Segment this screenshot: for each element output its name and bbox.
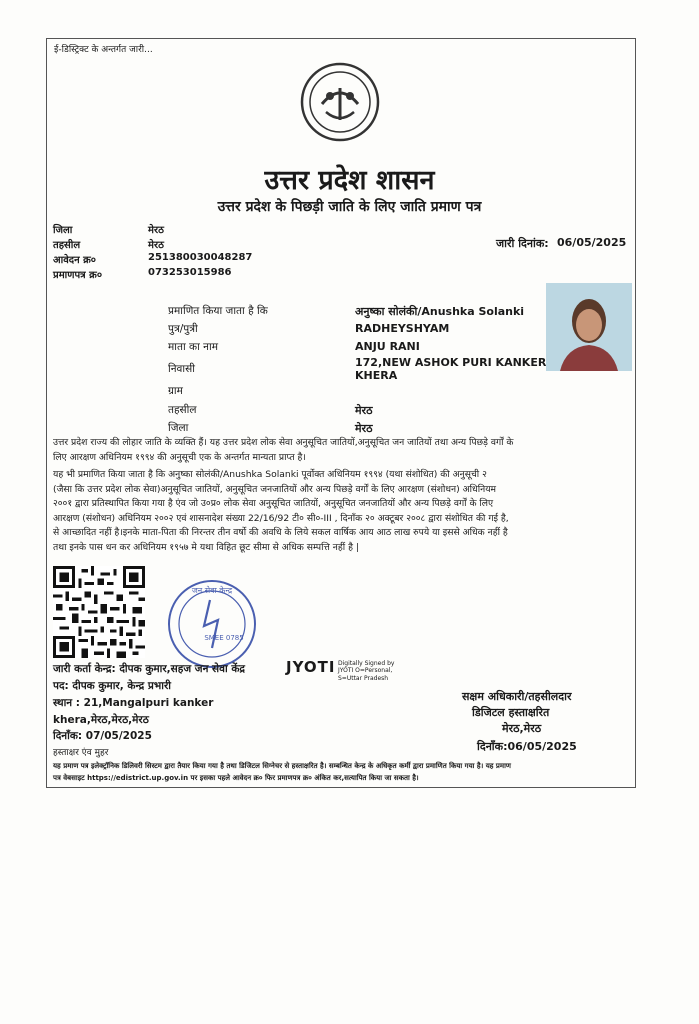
mother-name: ANJU RANI [355,340,420,353]
top-note: ई-डिस्ट्रिक्ट के अन्तर्गत जारी... [54,45,153,55]
jyoti-signature-logo: JYOTI [286,658,336,676]
certification-paragraph-line: तथा इनके पास धन कर अधिनियम १९५७ मे यथा विहित छूट सीमा से अधिक सम्पत्ति नहीं है | [53,541,359,553]
jan-seva-kendra-seal-icon [166,578,258,670]
certification-paragraph-line: २००१ द्वारा प्रतिस्थापित किया गया है एंव जो उ०प्र० लोक सेवा अनुसूचित जातियों, अनुसूचित जनजातियों और अन्य पिछड़े वर्गों के लिए [53,498,494,510]
district-label: जिला [53,225,73,236]
application-value: 251380030048287 [148,252,253,263]
tehsil-value: मेरठ [148,240,164,251]
certification-paragraph [53,468,625,556]
resident-address-line1: 172,NEW ASHOK PURI KANKER [355,356,547,369]
application-label: आवेदन क्र० [53,255,97,266]
authority-place: मेरठ,मेरठ [502,722,542,735]
up-state-emblem-icon [300,62,380,142]
digital-signature-line: Digitally Signed by [338,660,395,667]
authority-title: सक्षम अधिकारी/तहसीलदार [462,690,572,703]
issuer-post: पद: दीपक कुमार, केन्द्र प्रभारी [53,680,172,692]
seal-code: SMEE 0785 [204,634,244,642]
certification-paragraph-line: यह भी प्रमाणित किया जाता है कि अनुष्का सोलंकी/Anushka Solanki पूर्वोक्त अधिनियम १९९४ (यथा संशोधित) की अनुसूची २ [53,469,487,480]
digital-signature-note [338,660,394,682]
field-tehsil-label: तहसील [168,404,197,416]
tehsil-label: तहसील [53,240,81,251]
caste-paragraph-line: लिए आरक्षण अधिनियम १९९४ की अनुसूची एक के अन्तर्गत मान्यता प्राप्त है। [53,451,306,463]
certificate-number-label: प्रमाणपत्र क्र० [53,270,103,281]
issuer-place-line2: khera,मेरठ,मेरठ,मेरठ [53,714,149,726]
issue-date-label: जारी दिनांक: [496,237,549,250]
qr-code-icon[interactable] [53,566,145,658]
issue-date-value: 06/05/2025 [557,236,627,249]
applicant-photo [546,283,632,371]
issuer-place-line1: स्थान : 21,Mangalpuri kanker [53,697,214,709]
son-daughter-label: पुत्र/पुत्री [168,323,198,335]
digital-signature-line: S=Uttar Pradesh [338,674,389,682]
village-label: ग्राम [168,385,183,397]
authority-date: दिनाँक:06/05/2025 [477,740,577,753]
verification-footer [53,760,633,784]
district-value: मेरठ [148,225,164,236]
caste-paragraph-line: उत्तर प्रदेश राज्य की लोहार जाति के व्यक्ति हैं। यह उत्तर प्रदेश लोक सेवा अनुसूचित जातियों,अनुसूचित जन जातियों तथा अन्य पिछड़े वर्गों के [53,437,514,448]
government-title: उत्तर प्रदेश शासन [264,165,435,196]
certification-paragraph-line: (जैसा कि उत्तर प्रदेश लोक सेवा)अनुसूचित जातियों, अनुसूचित जनजातियों और अन्य पिछड़े वर्गों के लिए आरक्षण (संशोधन) अधिनियम [53,483,497,495]
footer-line: पत्र वेबसाइट https://edistrict.up.gov.in पर इसका पहले आवेदन क्र० फिर प्रमाणपत्र क्र० अंकित कर,सत्यापित किया जा सकता है। [53,774,419,782]
issuer-signature-label: हस्ताक्षर एंव मुहर [53,748,109,758]
seal-text: जन सेवा केन्द्र [191,586,233,595]
digital-signature-line: JYOTI O=Personal, [338,667,393,675]
certification-paragraph-line: आरक्षण (संशोधन) अधिनियम २००२ एवं शासनादेश संख्या 22/16/92 टी० सी०-III , दिनाँक २० अक्टूबर २००८ द्वारा संशोधित की गई है, [53,512,509,524]
caste-paragraph [53,436,625,465]
certificate-title: उत्तर प्रदेश के पिछड़ी जाति के लिए जाति प्रमाण पत्र [217,199,482,215]
field-tehsil-value: मेरठ [355,404,373,417]
certified-label: प्रमाणित किया जाता है कि [168,305,268,317]
mother-label: माता का नाम [168,341,218,353]
resident-label: निवासी [168,363,195,375]
issuer-date: दिनाँक: 07/05/2025 [53,730,152,742]
authority-digitally-signed: डिजिटल हस्ताक्षरित [472,706,550,719]
certification-paragraph-line: से आच्छादित नहीं है।इनके माता-पिता की निरन्तर तीन वर्षो की अवधि के लिये सकल वार्षिक आय आठ लाख रुपये या इससे अधिक नहीं है [53,527,508,539]
issuer-center: जारी कर्ता केन्द्र: दीपक कुमार,सहज जन सेवा केंद्र [53,663,246,675]
field-district-value: मेरठ [355,422,373,435]
applicant-name: अनुष्का सोलंकी/Anushka Solanki [355,305,525,318]
field-district-label: जिला [168,422,189,434]
footer-line: यह प्रमाण पत्र इलेक्ट्रॉनिक डिलिवरी सिस्टम द्वारा तैयार किया गया है तथा डिजिटल सिग्नेचर से हस्ताक्षरित है। सम्बन्धित केन्द्र के अधिकृत कर्मी द्वारा प्रमाणित किया गया है। यह प्रमाण [53,762,511,770]
father-name: RADHEYSHYAM [355,322,450,335]
certificate-number-value: 073253015986 [148,267,232,278]
resident-address-line2: KHERA [355,369,398,382]
